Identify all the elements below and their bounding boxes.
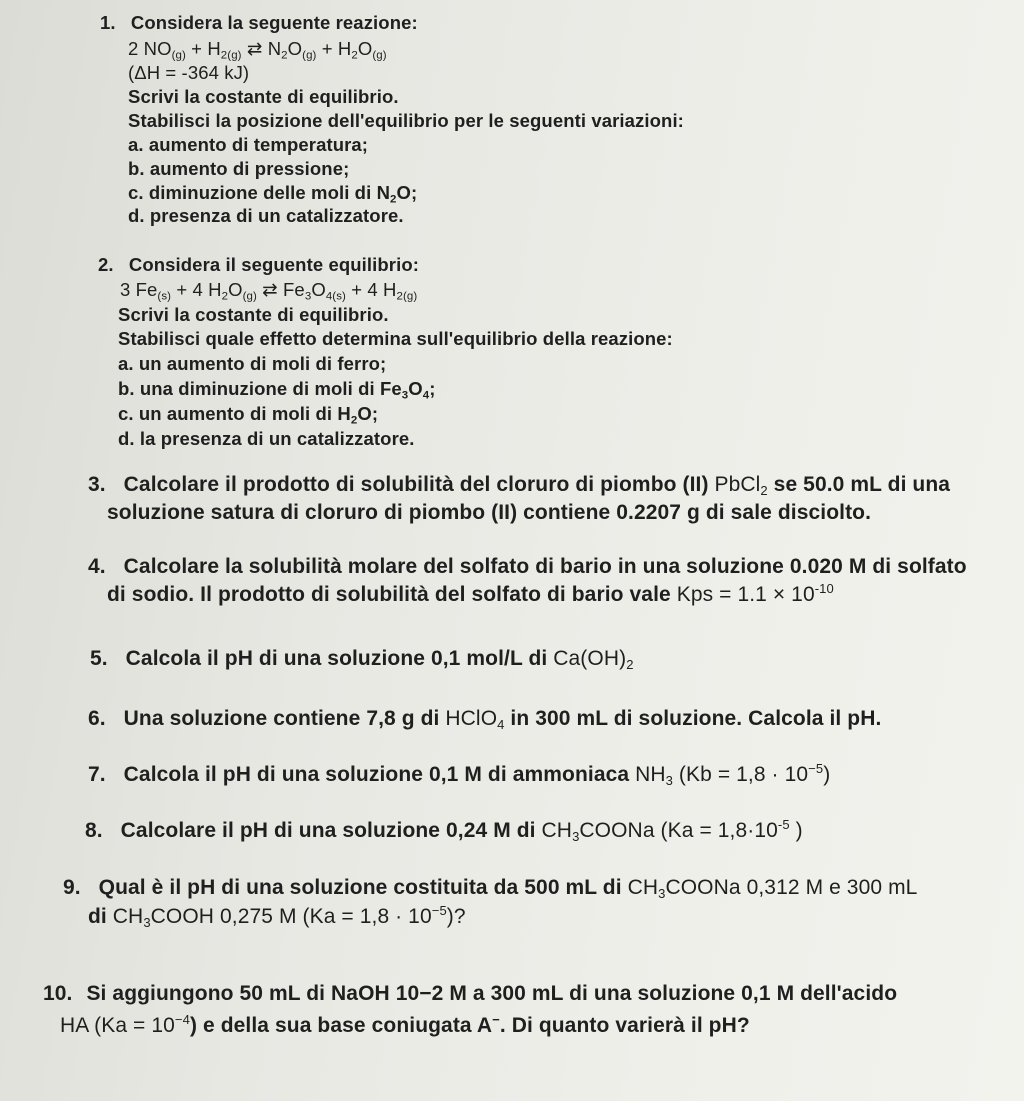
q1-title: Considera la seguente reazione: — [130, 12, 418, 33]
q4-line2: di sodio. Il prodotto di solubilità del solfato di bario vale Kps = $1.1 \times 10^{-10}$ — [107, 581, 834, 606]
q1-item-b: b. aumento di pressione; — [128, 158, 350, 179]
q6-line: 6. Una soluzione contiene 7,8 g di HClO$_4$ in 300 mL di soluzione. Calcola il pH. — [88, 707, 882, 732]
q9-line2: di $CH_3COOH$ 0,275 M $(Ka = 1,8 \cdot 10^{-5})$? — [88, 903, 466, 930]
q1-equation: 2 $NO_{(g)} + H_{2(g)}$ ⇄ $N_2O_{(g)} + H_2O_{(g)}$ — [128, 38, 387, 62]
q5-number: 5. — [90, 647, 108, 670]
q2-item-d: d. la presenza di un catalizzatore. — [118, 428, 415, 449]
q7-number: 7. — [88, 763, 106, 786]
q10-line1: 10. Si aggiungono 50 mL di NaOH 10−2 M a 300 mL di una soluzione 0,1 M dell'acido — [43, 982, 898, 1005]
q3-number: 3. — [88, 473, 106, 496]
q2-item-b: b. una diminuzione di moli di $Fe_3O_4$; — [118, 378, 436, 402]
q2-item-c: c. un aumento di moli di $H_2O$; — [118, 403, 379, 427]
q10-line2: HA $(Ka = 10^{-4})$ e della sua base coniugata A−. Di quanto varierà il pH? — [60, 1012, 750, 1037]
q1-title-line — [100, 14, 418, 33]
q2-title-line — [98, 256, 419, 275]
q1-line3: Scrivi la costante di equilibrio. — [128, 86, 399, 107]
q1-enthalpy: (ΔH = -364 kJ) — [128, 62, 250, 83]
q9-line1: 9. Qual è il pH di una soluzione costituita da 500 mL di $CH_3COONa$ 0,312 M e 300 mL — [63, 876, 918, 901]
q2-number: 2. — [98, 254, 114, 275]
q8-number: 8. — [85, 819, 103, 842]
q2-item-a: a. un aumento di moli di ferro; — [118, 353, 387, 374]
q2-title: Considera il seguente equilibrio: — [128, 254, 419, 275]
q6-number: 6. — [88, 707, 106, 730]
q10-number: 10. — [43, 982, 73, 1005]
q1-number: 1. — [100, 12, 116, 33]
q3-line1: 3. Calcolare il prodotto di solubilità del cloruro di piombo (II) PbCl$_2$ se 50.0 mL di una — [88, 473, 951, 498]
q2-line3: Stabilisci quale effetto determina sull'equilibrio della reazione: — [118, 328, 673, 349]
q1-item-c: c. diminuzione delle moli di $N_2O$; — [128, 182, 418, 206]
equilibrium-arrow-icon-2: ⇄ — [262, 279, 278, 300]
q1-item-d: d. presenza di un catalizzatore. — [128, 205, 404, 226]
q4-line1: 4. Calcolare la solubilità molare del solfato di bario in una soluzione 0.020 M di solfato — [88, 555, 967, 578]
q3-line2: soluzione satura di cloruro di piombo (II) contiene 0.2207 g di sale disciolto. — [107, 501, 872, 524]
q2-line2: Scrivi la costante di equilibrio. — [118, 304, 389, 325]
q5-line: 5. Calcola il pH di una soluzione 0,1 mol/L di $Ca(OH)_2$ — [90, 647, 634, 672]
q4-number: 4. — [88, 555, 106, 578]
q9-number: 9. — [63, 876, 81, 899]
equilibrium-arrow-icon: ⇄ — [246, 38, 263, 59]
q1-item-a: a. aumento di temperatura; — [128, 134, 369, 155]
q2-equation: 3 $Fe_{(s)} + 4$ $H_2O_{(g)}$ ⇄ $Fe_3O_{4(s)} + 4$ $H_{2(g)}$ — [120, 279, 418, 303]
q8-line: 8. Calcolare il pH di una soluzione 0,24 M di $CH_3COONa$ ($Ka = 1,8\cdot 10^{-5}$ ) — [85, 817, 803, 844]
q7-line: 7. Calcola il pH di una soluzione 0,1 M di ammoniaca $NH_3$ $(Kb = 1,8 \cdot 10^{-5})$ — [88, 761, 831, 788]
q1-line4: Stabilisci la posizione dell'equilibrio per le seguenti variazioni: — [128, 110, 684, 131]
